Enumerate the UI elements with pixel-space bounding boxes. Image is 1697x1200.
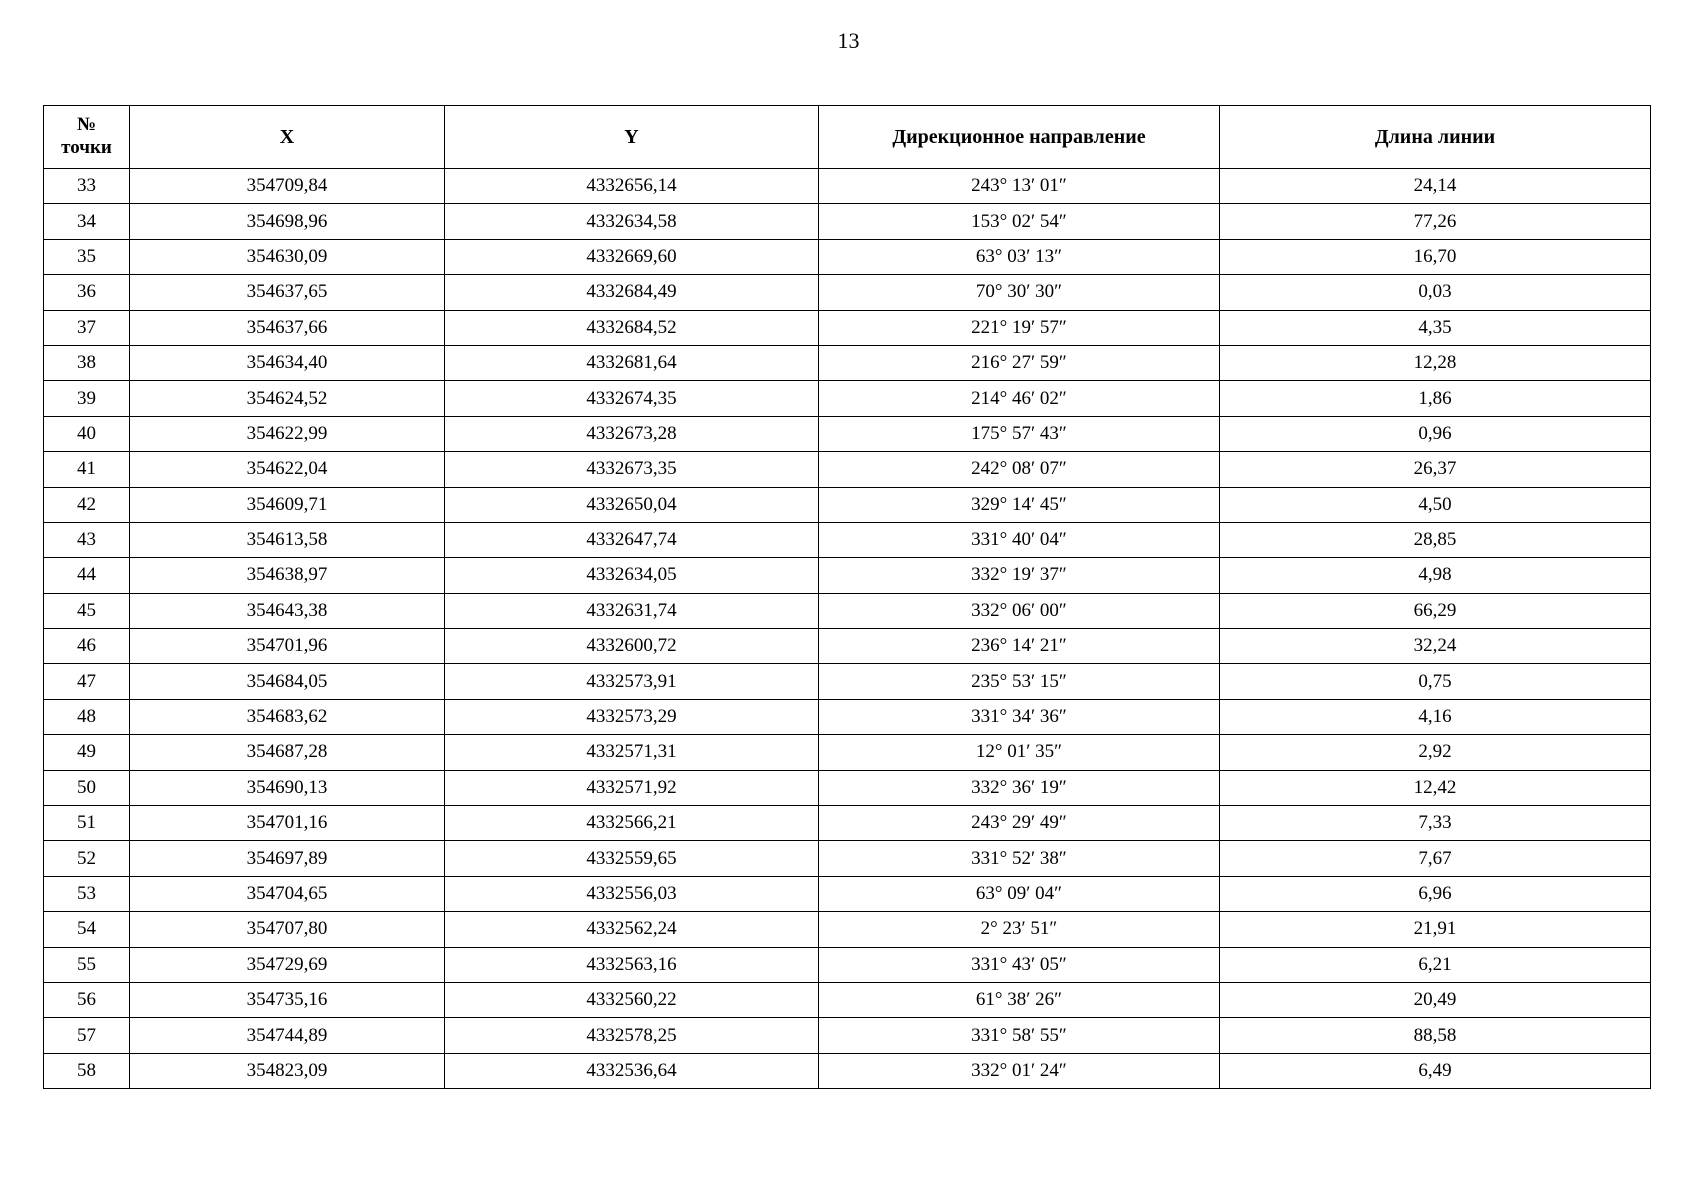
cell-direction: 331° 43′ 05″: [819, 947, 1220, 982]
table-row: [44, 416, 1651, 451]
cell-length: 32,24: [1220, 629, 1651, 664]
table-row: [44, 487, 1651, 522]
cell-direction: 332° 01′ 24″: [819, 1053, 1220, 1088]
cell-y: 4332536,64: [445, 1053, 819, 1088]
cell-point-number: 52: [44, 841, 130, 876]
cell-length: 6,49: [1220, 1053, 1651, 1088]
page-number: 13: [837, 28, 860, 53]
cell-point-number: 41: [44, 452, 130, 487]
cell-direction: 61° 38′ 26″: [819, 982, 1220, 1017]
cell-length: 6,96: [1220, 876, 1651, 911]
cell-length: 7,33: [1220, 806, 1651, 841]
cell-y: 4332650,04: [445, 487, 819, 522]
cell-direction: 175° 57′ 43″: [819, 416, 1220, 451]
cell-point-number: 56: [44, 982, 130, 1017]
cell-direction: 2° 23′ 51″: [819, 912, 1220, 947]
table-row: [44, 239, 1651, 274]
header-direction: Дирекционное направление: [819, 106, 1220, 169]
table-row: [44, 1018, 1651, 1053]
cell-x: 354643,38: [130, 593, 445, 628]
cell-length: 88,58: [1220, 1018, 1651, 1053]
cell-x: 354637,65: [130, 275, 445, 310]
cell-point-number: 54: [44, 912, 130, 947]
table-header-row: [44, 106, 1651, 169]
cell-x: 354698,96: [130, 204, 445, 239]
cell-y: 4332634,05: [445, 558, 819, 593]
cell-length: 66,29: [1220, 593, 1651, 628]
cell-point-number: 57: [44, 1018, 130, 1053]
cell-length: 26,37: [1220, 452, 1651, 487]
table-body: [44, 169, 1651, 1089]
cell-y: 4332571,92: [445, 770, 819, 805]
cell-x: 354613,58: [130, 522, 445, 557]
cell-point-number: 53: [44, 876, 130, 911]
cell-y: 4332556,03: [445, 876, 819, 911]
cell-direction: 221° 19′ 57″: [819, 310, 1220, 345]
cell-direction: 243° 13′ 01″: [819, 169, 1220, 204]
cell-length: 20,49: [1220, 982, 1651, 1017]
cell-x: 354630,09: [130, 239, 445, 274]
cell-x: 354624,52: [130, 381, 445, 416]
table-row: [44, 664, 1651, 699]
cell-direction: 331° 52′ 38″: [819, 841, 1220, 876]
table-row: [44, 735, 1651, 770]
cell-y: 4332684,49: [445, 275, 819, 310]
cell-length: 0,75: [1220, 664, 1651, 699]
table-row: [44, 345, 1651, 380]
cell-direction: 235° 53′ 15″: [819, 664, 1220, 699]
cell-direction: 243° 29′ 49″: [819, 806, 1220, 841]
cell-point-number: 58: [44, 1053, 130, 1088]
header-length: Длина линии: [1220, 106, 1651, 169]
cell-length: 1,86: [1220, 381, 1651, 416]
cell-length: 2,92: [1220, 735, 1651, 770]
cell-direction: 70° 30′ 30″: [819, 275, 1220, 310]
cell-y: 4332571,31: [445, 735, 819, 770]
cell-y: 4332674,35: [445, 381, 819, 416]
cell-x: 354697,89: [130, 841, 445, 876]
cell-y: 4332573,91: [445, 664, 819, 699]
cell-direction: 214° 46′ 02″: [819, 381, 1220, 416]
cell-length: 21,91: [1220, 912, 1651, 947]
cell-length: 0,96: [1220, 416, 1651, 451]
table-row: [44, 947, 1651, 982]
cell-direction: 153° 02′ 54″: [819, 204, 1220, 239]
cell-point-number: 39: [44, 381, 130, 416]
cell-x: 354735,16: [130, 982, 445, 1017]
table-row: [44, 275, 1651, 310]
cell-y: 4332647,74: [445, 522, 819, 557]
cell-x: 354690,13: [130, 770, 445, 805]
table-row: [44, 912, 1651, 947]
cell-y: 4332562,24: [445, 912, 819, 947]
cell-length: 4,50: [1220, 487, 1651, 522]
table-row: [44, 558, 1651, 593]
cell-y: 4332566,21: [445, 806, 819, 841]
cell-direction: 331° 34′ 36″: [819, 699, 1220, 734]
cell-x: 354684,05: [130, 664, 445, 699]
cell-x: 354683,62: [130, 699, 445, 734]
table-row: [44, 452, 1651, 487]
cell-direction: 329° 14′ 45″: [819, 487, 1220, 522]
cell-length: 6,21: [1220, 947, 1651, 982]
cell-length: 12,28: [1220, 345, 1651, 380]
cell-y: 4332634,58: [445, 204, 819, 239]
cell-x: 354704,65: [130, 876, 445, 911]
cell-direction: 63° 09′ 04″: [819, 876, 1220, 911]
table-row: [44, 806, 1651, 841]
cell-x: 354701,16: [130, 806, 445, 841]
cell-length: 16,70: [1220, 239, 1651, 274]
table-row: [44, 1053, 1651, 1088]
cell-x: 354823,09: [130, 1053, 445, 1088]
cell-y: 4332563,16: [445, 947, 819, 982]
cell-y: 4332600,72: [445, 629, 819, 664]
table-row: [44, 699, 1651, 734]
cell-point-number: 45: [44, 593, 130, 628]
cell-length: 24,14: [1220, 169, 1651, 204]
cell-point-number: 43: [44, 522, 130, 557]
cell-length: 4,16: [1220, 699, 1651, 734]
cell-x: 354622,04: [130, 452, 445, 487]
cell-direction: 332° 36′ 19″: [819, 770, 1220, 805]
cell-x: 354707,80: [130, 912, 445, 947]
header-point-number-label: точки: [61, 137, 112, 158]
cell-x: 354709,84: [130, 169, 445, 204]
cell-x: 354634,40: [130, 345, 445, 380]
cell-point-number: 51: [44, 806, 130, 841]
header-y: Y: [445, 106, 819, 169]
table-row: [44, 593, 1651, 628]
cell-y: 4332573,29: [445, 699, 819, 734]
cell-length: 77,26: [1220, 204, 1651, 239]
cell-direction: 332° 19′ 37″: [819, 558, 1220, 593]
cell-y: 4332560,22: [445, 982, 819, 1017]
cell-point-number: 49: [44, 735, 130, 770]
cell-point-number: 55: [44, 947, 130, 982]
cell-point-number: 42: [44, 487, 130, 522]
table-row: [44, 770, 1651, 805]
cell-direction: 242° 08′ 07″: [819, 452, 1220, 487]
table-row: [44, 522, 1651, 557]
cell-y: 4332656,14: [445, 169, 819, 204]
cell-point-number: 33: [44, 169, 130, 204]
cell-length: 0,03: [1220, 275, 1651, 310]
cell-y: 4332681,64: [445, 345, 819, 380]
cell-y: 4332673,28: [445, 416, 819, 451]
cell-direction: 331° 58′ 55″: [819, 1018, 1220, 1053]
cell-x: 354701,96: [130, 629, 445, 664]
cell-direction: 12° 01′ 35″: [819, 735, 1220, 770]
table-row: [44, 310, 1651, 345]
header-x: X: [130, 106, 445, 169]
coordinates-table: [43, 105, 1651, 1089]
cell-x: 354637,66: [130, 310, 445, 345]
cell-x: 354609,71: [130, 487, 445, 522]
cell-y: 4332684,52: [445, 310, 819, 345]
table-row: [44, 169, 1651, 204]
cell-length: 28,85: [1220, 522, 1651, 557]
cell-point-number: 47: [44, 664, 130, 699]
cell-length: 4,35: [1220, 310, 1651, 345]
table-row: [44, 381, 1651, 416]
cell-point-number: 44: [44, 558, 130, 593]
cell-point-number: 34: [44, 204, 130, 239]
cell-y: 4332631,74: [445, 593, 819, 628]
cell-direction: 216° 27′ 59″: [819, 345, 1220, 380]
cell-point-number: 35: [44, 239, 130, 274]
cell-point-number: 48: [44, 699, 130, 734]
cell-point-number: 36: [44, 275, 130, 310]
cell-y: 4332669,60: [445, 239, 819, 274]
cell-direction: 236° 14′ 21″: [819, 629, 1220, 664]
cell-y: 4332673,35: [445, 452, 819, 487]
cell-point-number: 46: [44, 629, 130, 664]
cell-x: 354744,89: [130, 1018, 445, 1053]
header-point-number: [44, 106, 130, 169]
cell-x: 354638,97: [130, 558, 445, 593]
cell-direction: 63° 03′ 13″: [819, 239, 1220, 274]
table-row: [44, 841, 1651, 876]
table-row: [44, 629, 1651, 664]
cell-point-number: 38: [44, 345, 130, 380]
cell-y: 4332578,25: [445, 1018, 819, 1053]
cell-point-number: 37: [44, 310, 130, 345]
cell-y: 4332559,65: [445, 841, 819, 876]
cell-x: 354687,28: [130, 735, 445, 770]
header-point-number-symbol: №: [76, 114, 97, 136]
table-row: [44, 876, 1651, 911]
cell-x: 354729,69: [130, 947, 445, 982]
cell-length: 4,98: [1220, 558, 1651, 593]
cell-direction: 332° 06′ 00″: [819, 593, 1220, 628]
cell-point-number: 40: [44, 416, 130, 451]
table-row: [44, 204, 1651, 239]
cell-direction: 331° 40′ 04″: [819, 522, 1220, 557]
cell-x: 354622,99: [130, 416, 445, 451]
table-row: [44, 982, 1651, 1017]
cell-point-number: 50: [44, 770, 130, 805]
cell-length: 7,67: [1220, 841, 1651, 876]
cell-length: 12,42: [1220, 770, 1651, 805]
